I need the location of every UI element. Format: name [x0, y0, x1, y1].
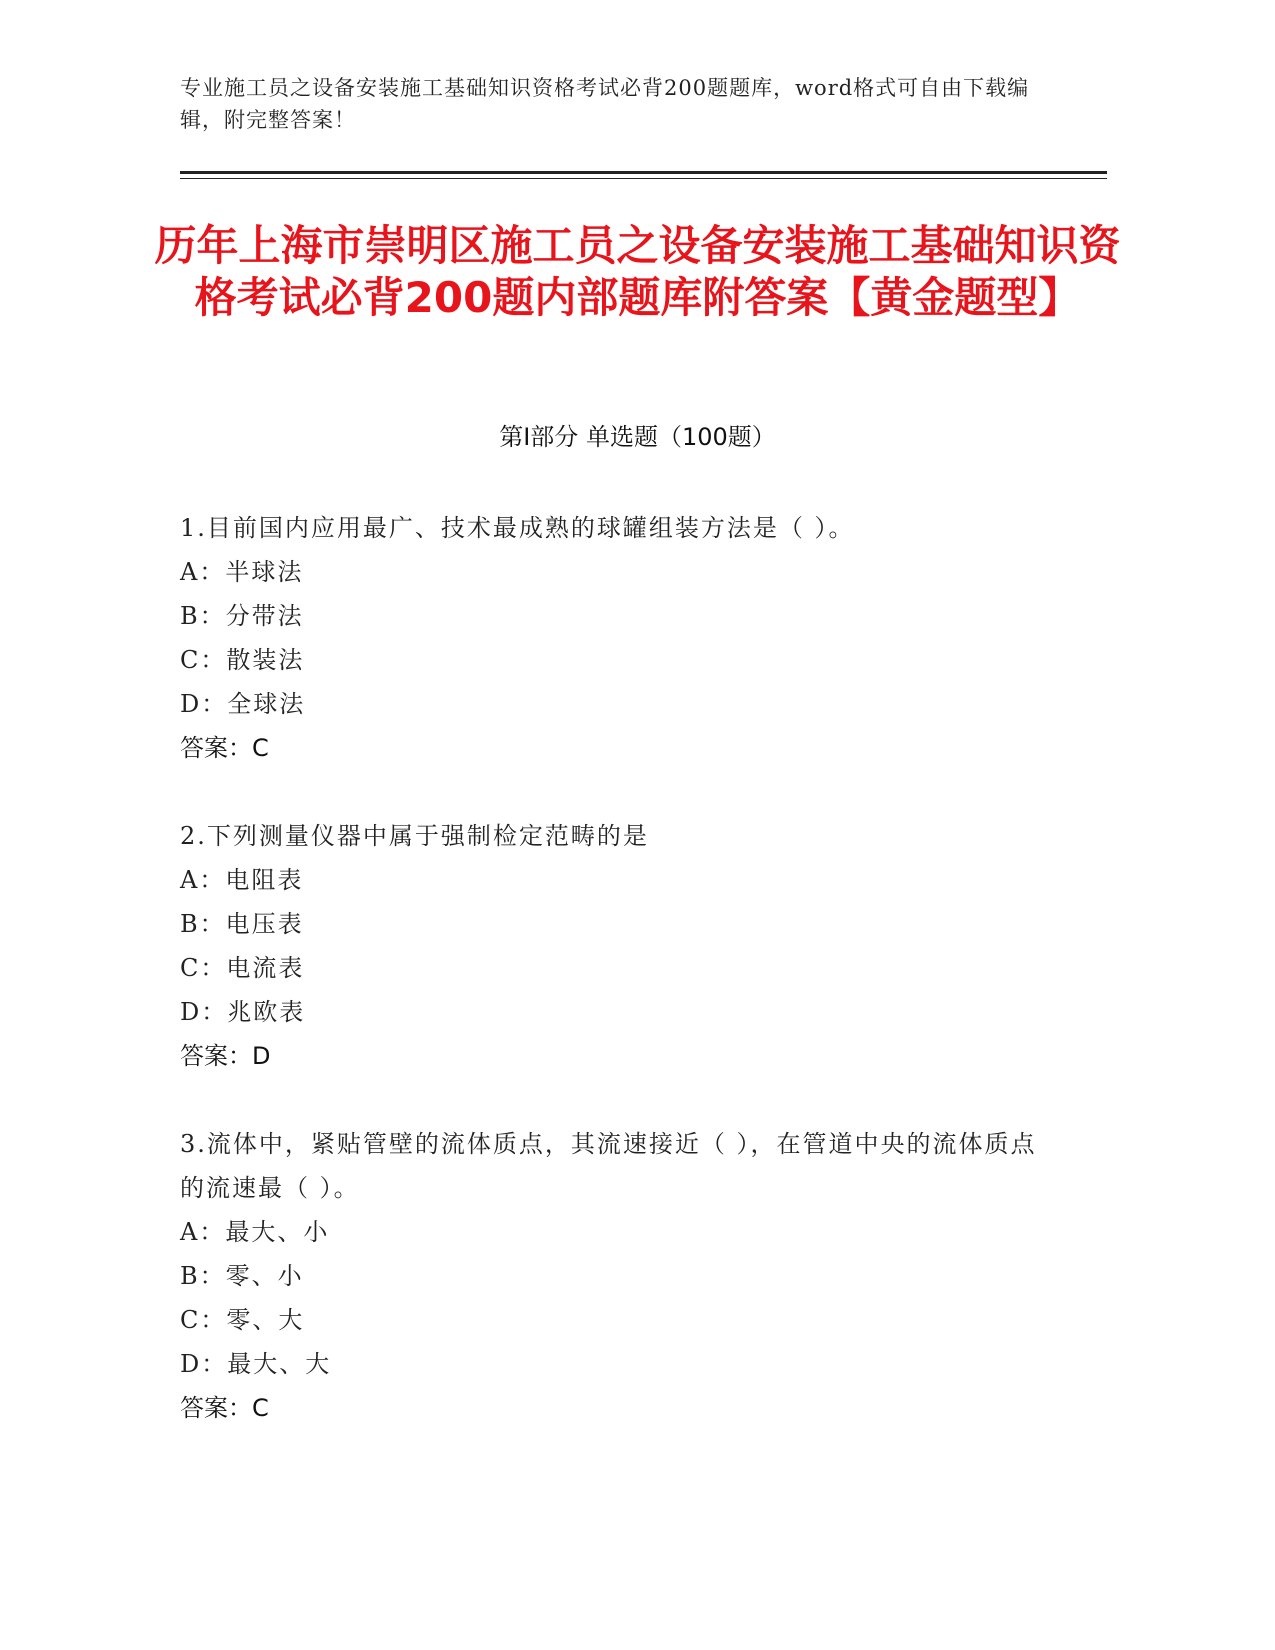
option-d — [180, 682, 1040, 726]
option-text: 零、小 — [225, 1262, 304, 1290]
option-text: 散装法 — [226, 646, 305, 674]
question-stem: 1.目前国内应用最广、技术最成熟的球罐组装方法是（ ）。 — [180, 514, 855, 542]
option-key: A： — [180, 558, 226, 586]
header-rule-thin — [180, 178, 1107, 179]
option-key: D： — [180, 1350, 228, 1378]
option-text: 最大、小 — [225, 1218, 330, 1246]
option-key: C： — [180, 954, 227, 982]
option-key: B： — [180, 602, 226, 630]
option-c — [180, 946, 1040, 990]
option-text: 零、大 — [226, 1306, 305, 1334]
option-text: 半球法 — [225, 558, 304, 586]
option-text: 兆欧表 — [227, 998, 306, 1026]
option-text: 电流表 — [226, 954, 305, 982]
option-b — [180, 902, 1040, 946]
option-key: C： — [180, 1306, 227, 1334]
answer-line: 答案：D — [180, 1042, 271, 1070]
option-b — [180, 1254, 1040, 1298]
header-rule-thick — [180, 171, 1107, 174]
question-stem: 2.下列测量仪器中属于强制检定范畴的是 — [180, 822, 649, 850]
option-text: 全球法 — [227, 690, 306, 718]
option-key: B： — [180, 1262, 226, 1290]
option-d — [180, 990, 1040, 1034]
option-text: 电阻表 — [225, 866, 304, 894]
option-text: 最大、大 — [227, 1350, 332, 1378]
option-key: D： — [180, 690, 228, 718]
option-a — [180, 858, 1040, 902]
option-text: 电压表 — [225, 910, 304, 938]
option-a — [180, 550, 1040, 594]
option-b — [180, 594, 1040, 638]
option-key: D： — [180, 998, 228, 1026]
option-c — [180, 1298, 1040, 1342]
option-key: A： — [180, 866, 226, 894]
option-text: 分带法 — [225, 602, 304, 630]
question-1 — [180, 506, 1040, 770]
option-key: C： — [180, 646, 227, 674]
header-note: 专业施工员之设备安装施工基础知识资格考试必背200题题库，word格式可自由下载编辑，附完整答案！ — [180, 76, 1030, 132]
question-stem: 3.流体中，紧贴管壁的流体质点，其流速接近（ ），在管道中央的流体质点的流速最（ ）。 — [180, 1130, 1037, 1202]
option-key: B： — [180, 910, 226, 938]
question-3 — [180, 1122, 1040, 1430]
question-list — [180, 506, 1040, 1474]
section-heading: 第Ⅰ部分 单选题（100题） — [499, 423, 776, 451]
option-key: A： — [180, 1218, 226, 1246]
answer-line: 答案：C — [180, 734, 269, 762]
option-d — [180, 1342, 1040, 1386]
question-2 — [180, 814, 1040, 1078]
answer-line: 答案：C — [180, 1394, 269, 1422]
option-c — [180, 638, 1040, 682]
option-a — [180, 1210, 1040, 1254]
document-title: 历年上海市崇明区施工员之设备安装施工基础知识资格考试必背200题内部题库附答案【黄金题型】 — [154, 221, 1121, 322]
